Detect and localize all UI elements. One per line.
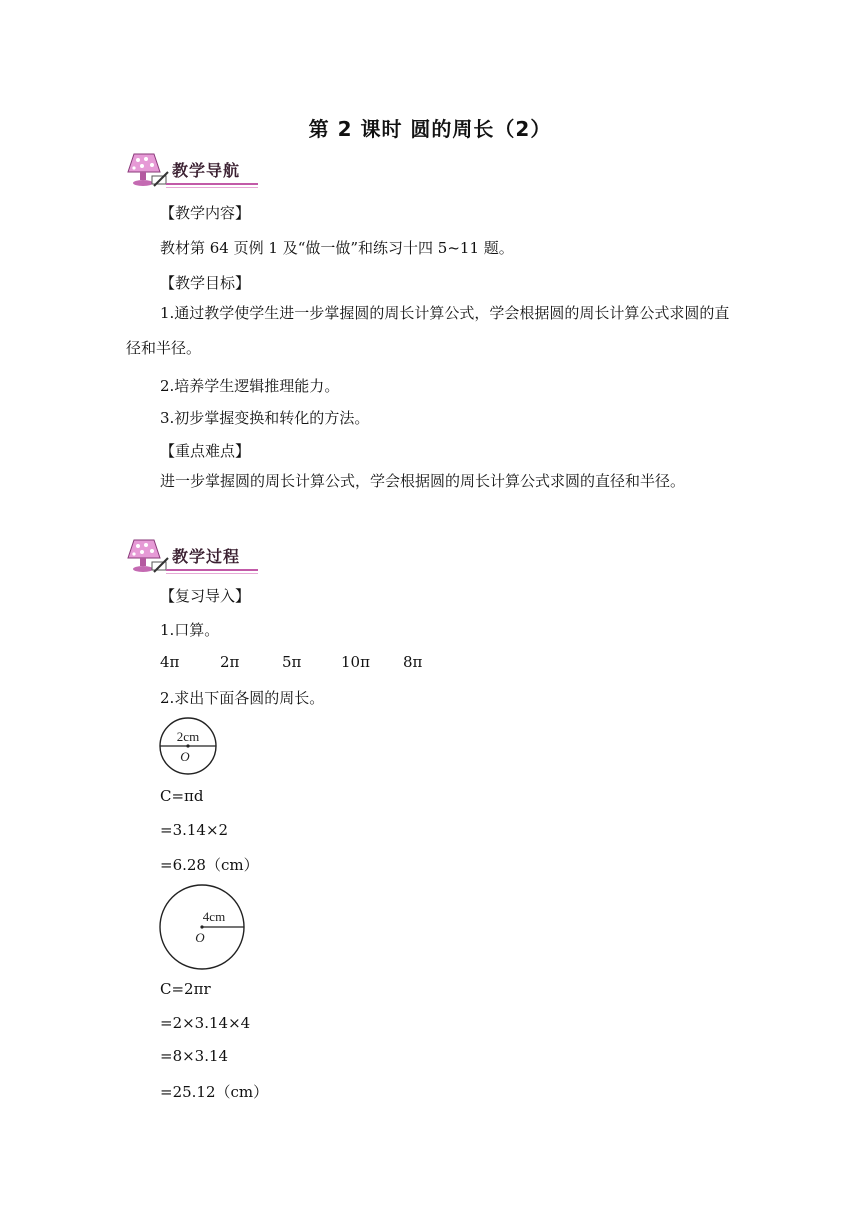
oral-title: 1.口算。 <box>160 621 220 639</box>
section-underline-thin <box>166 573 258 574</box>
oral-item: 2π <box>220 653 240 671</box>
solution2-line-3: =8×3.14 <box>160 1047 229 1065</box>
goal-2: 2.培养学生逻辑推理能力。 <box>160 377 340 395</box>
oral-item: 4π <box>160 653 180 671</box>
circle-diagram-1 <box>158 716 218 776</box>
heading-content: 【教学内容】 <box>160 204 251 222</box>
circle1-center: O <box>180 749 190 764</box>
oral-item: 5π <box>282 653 302 671</box>
section-underline <box>166 183 258 185</box>
solution1-line-3: =6.28（cm） <box>160 856 259 874</box>
circle1-label: 2cm <box>176 729 200 744</box>
circle2-center: O <box>195 930 205 945</box>
circle-diagram-2 <box>157 882 247 972</box>
oral-item: 10π <box>341 653 370 671</box>
section-underline <box>166 569 258 571</box>
section-header-process <box>126 536 366 576</box>
question-2-title: 2.求出下面各圆的周长。 <box>160 689 325 707</box>
goal-3: 3.初步掌握变换和转化的方法。 <box>160 409 370 427</box>
solution2-line-2: =2×3.14×4 <box>160 1014 251 1032</box>
heading-goals: 【教学目标】 <box>160 274 251 292</box>
page-title: 第 2 课时 圆的周长（2） <box>308 117 552 141</box>
section-title-guide: 教学导航 <box>172 161 241 180</box>
circle2-label: 4cm <box>202 909 226 924</box>
section-underline-thin <box>166 187 258 188</box>
solution1-line-1: C=πd <box>160 787 204 805</box>
heading-keypoints: 【重点难点】 <box>160 442 251 460</box>
solution1-line-2: =3.14×2 <box>160 821 229 839</box>
keypoints-text: 进一步掌握圆的周长计算公式，学会根据圆的周长计算公式求圆的直径和半径。 <box>160 472 686 490</box>
solution2-line-4: =25.12（cm） <box>160 1083 269 1101</box>
section-title-process: 教学过程 <box>172 547 241 566</box>
goal-1: 1.通过教学使学生进一步掌握圆的周长计算公式，学会根据圆的周长计算公式求圆的直径和半径。 <box>126 304 730 357</box>
solution2-line-1: C=2πr <box>160 980 211 998</box>
section-header-guide <box>126 150 366 190</box>
oral-item: 8π <box>403 653 423 671</box>
content-text: 教材第 64 页例 1 及“做一做”和练习十四 5~11 题。 <box>160 239 514 257</box>
heading-review: 【复习导入】 <box>160 587 251 605</box>
